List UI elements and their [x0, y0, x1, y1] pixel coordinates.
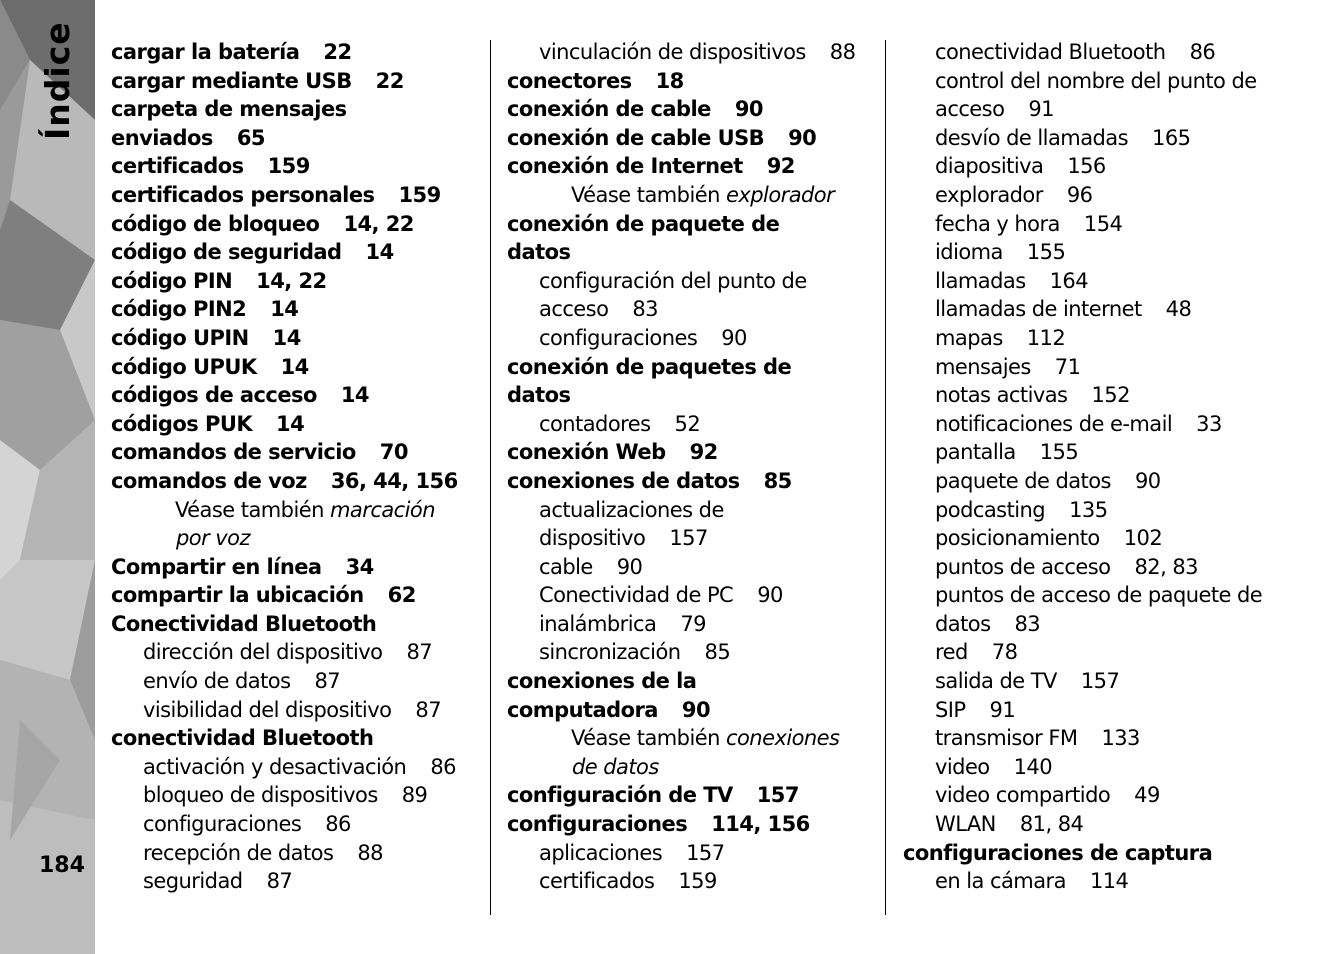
index-term: configuraciones [539, 325, 698, 350]
index-page-ref: 87 [406, 640, 433, 665]
index-subentry [903, 95, 1313, 124]
see-also-continuation [507, 753, 877, 782]
index-term: visibilidad del dispositivo [143, 697, 392, 722]
index-entry [903, 839, 1313, 868]
index-term: inalámbrica [539, 611, 657, 636]
index-page-ref: 22 [375, 68, 404, 93]
index-page-ref: 62 [387, 583, 416, 608]
index-page-ref: 85 [763, 468, 792, 493]
index-page-ref: 87 [266, 869, 293, 894]
index-subentry [903, 524, 1313, 553]
index-entry [111, 467, 481, 496]
index-term: seguridad [143, 869, 243, 894]
index-term: código de bloqueo [111, 211, 320, 236]
index-page-ref: 90 [681, 697, 711, 722]
index-subentry [507, 410, 877, 439]
index-entry [111, 724, 481, 753]
index-entry [111, 381, 481, 410]
index-page-ref: 90 [721, 325, 747, 350]
index-subentry [903, 810, 1313, 839]
index-subentry [903, 438, 1313, 467]
index-page-ref: 81, 84 [1019, 812, 1084, 837]
index-page-ref: 90 [1134, 468, 1161, 493]
see-also-label: Véase también [571, 182, 720, 207]
see-also-label: Véase también [175, 497, 324, 522]
index-subentry [507, 267, 877, 296]
index-term: Compartir en línea [111, 554, 322, 579]
index-term: conectores [507, 68, 632, 93]
index-term: bloqueo de dispositivos [143, 783, 378, 808]
index-entry [111, 324, 481, 353]
index-page-ref: 83 [632, 297, 658, 322]
index-page-ref: 133 [1101, 726, 1140, 751]
index-page-ref: 14, 22 [256, 268, 327, 293]
see-also-continuation [111, 524, 481, 553]
index-subentry [111, 839, 481, 868]
index-page-ref: 90 [757, 583, 783, 608]
index-page-ref: 114, 156 [711, 812, 810, 837]
index-subentry [903, 381, 1313, 410]
see-also-target: marcación [330, 497, 435, 522]
index-term: configuración de TV [507, 783, 733, 808]
index-entry [507, 95, 877, 124]
column-divider [885, 40, 886, 915]
index-term: conexión de cable USB [507, 125, 765, 150]
index-entry [507, 238, 877, 267]
index-page-ref: 33 [1196, 411, 1222, 436]
index-term: comandos de servicio [111, 440, 356, 465]
index-page-ref: 114 [1089, 869, 1129, 894]
index-subentry [507, 524, 877, 553]
index-subentry [507, 38, 877, 67]
index-page-ref: 90 [616, 554, 643, 579]
index-subentry [903, 610, 1313, 639]
index-term: red [935, 640, 968, 665]
index-page-ref: 159 [678, 869, 717, 894]
index-subentry [903, 67, 1313, 96]
index-page-ref: 165 [1152, 125, 1191, 150]
index-term: código PIN [111, 268, 233, 293]
index-page-ref: 102 [1123, 526, 1163, 551]
index-page-ref: 14 [270, 297, 299, 322]
index-term: actualizaciones de [539, 497, 724, 522]
index-term: llamadas [935, 268, 1026, 293]
see-also-reference [507, 724, 877, 753]
index-term: código UPUK [111, 354, 257, 379]
index-term: conexión de Internet [507, 154, 743, 179]
index-entry [507, 781, 877, 810]
index-page-ref: 87 [415, 697, 442, 722]
index-page-ref: 112 [1026, 325, 1066, 350]
index-entry [507, 696, 877, 725]
index-term: configuración del punto de [539, 268, 807, 293]
index-column-3 [903, 38, 1313, 896]
index-term: Conectividad de PC [539, 583, 734, 608]
sidebar-pattern [0, 0, 95, 954]
index-term: control del nombre del punto de [935, 68, 1257, 93]
index-term: configuraciones [507, 812, 688, 837]
index-entry [111, 267, 481, 296]
index-term: video [935, 754, 990, 779]
index-term: notificaciones de e-mail [935, 411, 1173, 436]
index-entry [111, 95, 481, 124]
index-term: explorador [935, 182, 1043, 207]
index-term: código de seguridad [111, 240, 342, 265]
sidebar-decoration [0, 0, 95, 954]
see-also-target: explorador [726, 182, 835, 207]
index-term: datos [507, 383, 571, 408]
index-page-ref: 157 [1080, 669, 1120, 694]
index-term: conectividad Bluetooth [935, 40, 1166, 64]
index-term: llamadas de internet [935, 297, 1142, 322]
index-term: dirección del dispositivo [143, 640, 383, 665]
index-subentry [903, 210, 1313, 239]
index-page-ref: 52 [674, 411, 701, 436]
index-term: conexión de paquetes de [507, 354, 792, 379]
index-entry [507, 381, 877, 410]
page-number: 184 [39, 853, 85, 878]
index-term: posicionamiento [935, 526, 1100, 551]
index-page-ref: 88 [357, 840, 383, 865]
index-term: podcasting [935, 497, 1046, 522]
index-subentry [111, 810, 481, 839]
index-page-ref: 155 [1039, 440, 1079, 465]
index-subentry [903, 267, 1313, 296]
index-term: vinculación de dispositivos [539, 40, 806, 64]
see-also-target: por voz [176, 526, 250, 551]
index-term: conexiones de la [507, 669, 697, 694]
index-entry [507, 353, 877, 382]
section-title: Índice [38, 21, 77, 140]
index-page-ref: 156 [1067, 154, 1106, 179]
see-also-target: de datos [572, 754, 659, 779]
index-page-ref: 89 [401, 783, 428, 808]
index-term: conexiones de datos [507, 468, 740, 493]
index-page-ref: 159 [398, 182, 441, 207]
index-page-ref: 96 [1066, 182, 1093, 207]
column-divider [490, 40, 491, 915]
index-subentry [903, 238, 1313, 267]
index-entry [111, 295, 481, 324]
index-page-ref: 86 [430, 754, 456, 779]
index-page-ref: 65 [236, 125, 265, 150]
index-subentry [507, 324, 877, 353]
index-page-ref: 86 [1189, 40, 1216, 64]
index-term: certificados personales [111, 182, 375, 207]
index-page-ref: 48 [1165, 297, 1192, 322]
index-term: WLAN [935, 812, 996, 837]
index-term: fecha y hora [935, 211, 1060, 236]
index-term: cargar la batería [111, 40, 300, 64]
index-subentry [903, 124, 1313, 153]
index-page-ref: 18 [655, 68, 684, 93]
index-term: desvío de llamadas [935, 125, 1129, 150]
index-subentry [903, 867, 1313, 896]
index-entry [111, 238, 481, 267]
index-column-2 [507, 38, 877, 896]
index-term: SIP [935, 697, 966, 722]
index-page-ref: 14 [276, 411, 305, 436]
index-term: video compartido [935, 783, 1111, 808]
index-term: activación y desactivación [143, 754, 407, 779]
index-term: en la cámara [935, 869, 1066, 894]
index-page-ref: 22 [323, 40, 352, 64]
index-term: conectividad Bluetooth [111, 726, 374, 751]
index-subentry [903, 353, 1313, 382]
index-page-ref: 164 [1049, 268, 1089, 293]
index-subentry [111, 753, 481, 782]
index-subentry [903, 467, 1313, 496]
index-entry [111, 610, 481, 639]
see-also-label: Véase también [571, 726, 720, 751]
index-subentry [111, 638, 481, 667]
index-term: cargar mediante USB [111, 68, 352, 93]
index-entry [111, 181, 481, 210]
index-page-ref: 85 [704, 640, 731, 665]
index-page-ref: 140 [1013, 754, 1053, 779]
index-entry [507, 210, 877, 239]
see-also-target: conexiones [726, 726, 840, 751]
index-term: cable [539, 554, 593, 579]
index-term: transmisor FM [935, 726, 1078, 751]
index-page-ref: 90 [788, 125, 817, 150]
index-term: contadores [539, 411, 651, 436]
index-entry [111, 410, 481, 439]
index-term: datos [935, 611, 991, 636]
index-term: Conectividad Bluetooth [111, 611, 377, 636]
index-subentry [111, 696, 481, 725]
see-also-reference [111, 496, 481, 525]
index-page-ref: 91 [1028, 97, 1054, 122]
index-page-ref: 155 [1026, 240, 1066, 265]
index-page-ref: 91 [989, 697, 1016, 722]
index-subentry [903, 181, 1313, 210]
index-subentry [903, 496, 1313, 525]
index-page-ref: 78 [991, 640, 1018, 665]
index-term: acceso [539, 297, 609, 322]
index-page-ref: 154 [1083, 211, 1123, 236]
index-entry [111, 152, 481, 181]
index-term: comandos de voz [111, 468, 307, 493]
index-subentry [903, 38, 1313, 67]
index-page-ref: 86 [325, 812, 351, 837]
index-subentry [507, 553, 877, 582]
index-term: dispositivo [539, 526, 646, 551]
index-page-ref: 135 [1069, 497, 1108, 522]
index-subentry [507, 496, 877, 525]
index-subentry [111, 867, 481, 896]
index-term: conexión de paquete de [507, 211, 780, 236]
index-term: enviados [111, 125, 213, 150]
index-page-ref: 82, 83 [1134, 554, 1198, 579]
index-subentry [903, 781, 1313, 810]
index-page-ref: 79 [680, 611, 706, 636]
index-term: pantalla [935, 440, 1016, 465]
index-page-ref: 70 [379, 440, 408, 465]
index-entry [111, 353, 481, 382]
index-term: mapas [935, 325, 1003, 350]
index-term: carpeta de mensajes [111, 97, 347, 122]
index-entry [111, 210, 481, 239]
index-subentry [507, 295, 877, 324]
index-term: conexión de cable [507, 97, 711, 122]
index-page-ref: 14 [272, 325, 301, 350]
index-page-ref: 92 [766, 154, 795, 179]
index-subentry [507, 610, 877, 639]
index-term: computadora [507, 697, 658, 722]
index-term: aplicaciones [539, 840, 663, 865]
index-term: código UPIN [111, 325, 249, 350]
index-page-ref: 92 [689, 440, 718, 465]
index-subentry [903, 553, 1313, 582]
index-subentry [903, 152, 1313, 181]
index-term: certificados [539, 869, 655, 894]
index-page-ref: 159 [267, 154, 310, 179]
index-term: código PIN2 [111, 297, 247, 322]
index-term: puntos de acceso [935, 554, 1111, 579]
index-page-ref: 157 [756, 783, 799, 808]
index-term: códigos de acceso [111, 383, 317, 408]
index-page-ref: 14 [365, 240, 394, 265]
index-entry [507, 438, 877, 467]
index-term: conexión Web [507, 440, 666, 465]
index-subentry [903, 581, 1313, 610]
index-term: idioma [935, 240, 1003, 265]
index-entry [111, 124, 481, 153]
index-page-ref: 14 [340, 383, 369, 408]
index-entry [507, 810, 877, 839]
index-page-ref: 34 [345, 554, 374, 579]
see-also-reference [507, 181, 877, 210]
index-subentry [903, 696, 1313, 725]
index-page-ref: 90 [734, 97, 763, 122]
index-entry [111, 581, 481, 610]
index-entry [111, 438, 481, 467]
index-term: diapositiva [935, 154, 1044, 179]
index-entry [507, 667, 877, 696]
index-term: configuraciones de captura [903, 840, 1213, 865]
index-subentry [507, 581, 877, 610]
index-page-ref: 14 [280, 354, 309, 379]
index-subentry [507, 638, 877, 667]
index-term: notas activas [935, 383, 1068, 408]
index-entry [507, 467, 877, 496]
index-subentry [903, 667, 1313, 696]
index-page-ref: 14, 22 [343, 211, 414, 236]
index-subentry [903, 638, 1313, 667]
index-subentry [111, 667, 481, 696]
index-term: salida de TV [935, 669, 1057, 694]
index-page-ref: 87 [314, 669, 341, 694]
index-entry [111, 67, 481, 96]
index-page-ref: 71 [1054, 354, 1081, 379]
index-term: mensajes [935, 354, 1031, 379]
index-page-ref: 36, 44, 156 [330, 468, 458, 493]
index-column-1 [111, 38, 481, 896]
index-page-ref: 83 [1014, 611, 1041, 636]
index-subentry [903, 410, 1313, 439]
index-page-ref: 157 [686, 840, 725, 865]
index-page-ref: 157 [669, 526, 708, 551]
index-term: códigos PUK [111, 411, 253, 436]
index-entry [507, 124, 877, 153]
index-subentry [903, 724, 1313, 753]
index-term: sincronización [539, 640, 681, 665]
index-term: recepción de datos [143, 840, 334, 865]
index-entry [111, 38, 481, 67]
index-subentry [903, 295, 1313, 324]
index-page-ref: 88 [829, 40, 856, 64]
index-term: certificados [111, 154, 244, 179]
index-entry [507, 152, 877, 181]
index-term: puntos de acceso de paquete de [935, 583, 1263, 608]
index-page-ref: 49 [1134, 783, 1160, 808]
index-subentry [111, 781, 481, 810]
index-entry [111, 553, 481, 582]
index-page-ref: 152 [1091, 383, 1130, 408]
index-subentry [507, 839, 877, 868]
index-subentry [903, 324, 1313, 353]
index-term: compartir la ubicación [111, 583, 364, 608]
index-term: acceso [935, 97, 1005, 122]
index-subentry [903, 753, 1313, 782]
index-term: envío de datos [143, 669, 291, 694]
index-term: configuraciones [143, 812, 302, 837]
index-subentry [507, 867, 877, 896]
index-term: paquete de datos [935, 468, 1111, 493]
index-entry [507, 67, 877, 96]
index-term: datos [507, 240, 571, 265]
